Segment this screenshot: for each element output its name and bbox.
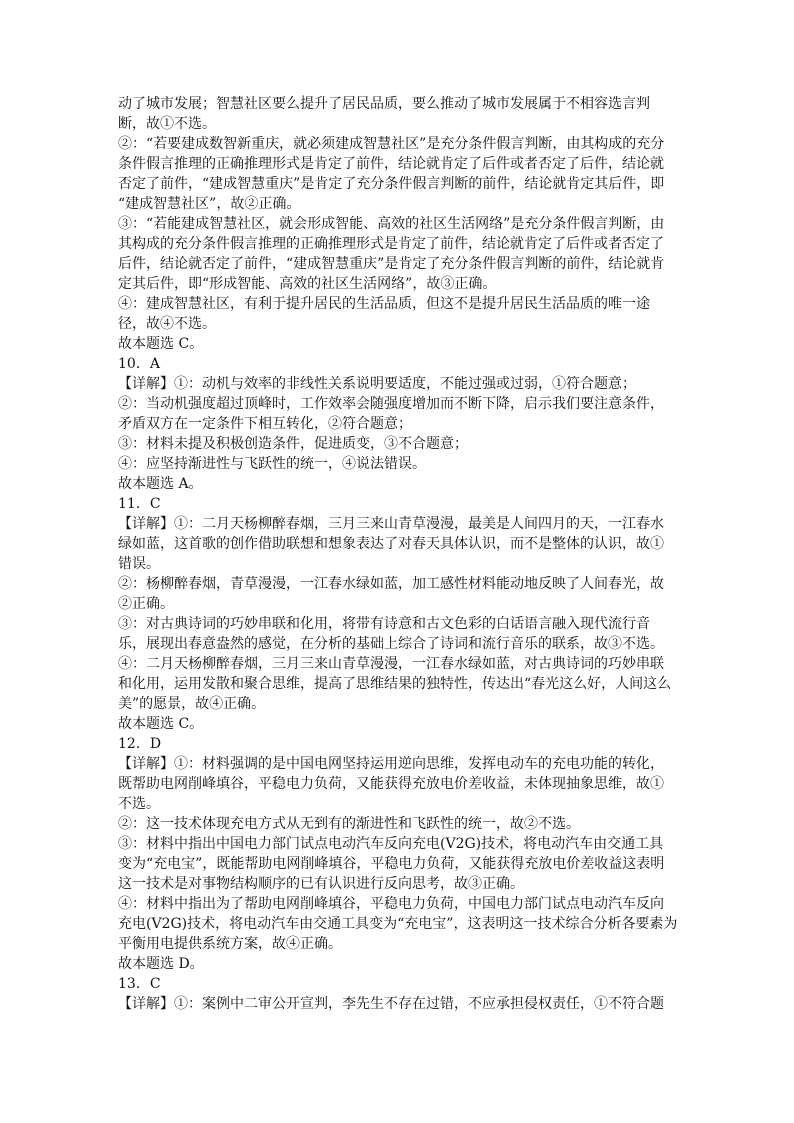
text-line: 变为“充电宝”，既能帮助电网削峰填谷，平稳电力负荷，又能获得充放电价差收益这表明 <box>118 856 665 872</box>
text-line: ②：杨柳醉春烟，青草漫漫，一江春水绿如蓝，加工感性材料能动地反映了人间春光，故 <box>118 576 664 592</box>
text-line: 既帮助电网削峰填谷，平稳电力负荷，又能获得充放电价差收益，未体现抽象思维，故① <box>118 776 664 792</box>
text-line: 故本题选 A。 <box>118 476 203 492</box>
text-line: ②：当动机强度超过顶峰时，工作效率会随强度增加而不断下降，启示我们要注意条件， <box>118 396 664 412</box>
text-line: 12．D <box>118 736 162 752</box>
text-line: ④：材料中指出为了帮助电网削峰填谷，平稳电力负荷，中国电力部门试点电动汽车反向 <box>118 896 664 912</box>
text-line: ④：建成智慧社区，有利于提升居民的生活品质，但这不是提升居民生活品质的唯一途 <box>118 296 650 312</box>
text-line: ③：对古典诗词的巧妙串联和化用，将带有诗意和古文色彩的白话语言融入现代流行音 <box>118 616 650 632</box>
text-line: ③：“若能建成智慧社区，就会形成智能、高效的社区生活网络”是充分条件假言判断，由 <box>118 216 665 232</box>
text-line: 定其后件，即“形成智能、高效的社区生活网络”，故③正确。 <box>118 276 497 292</box>
text-line: 错误。 <box>118 556 160 572</box>
text-line: 径，故④不选。 <box>118 316 216 332</box>
text-line: ②：“若要建成数智新重庆，就必须建成智慧社区”是充分条件假言判断，由其构成的充分 <box>118 136 665 152</box>
text-line: ③：材料中指出中国电力部门试点电动汽车反向充电(V2G)技术，将电动汽车由交通工具 <box>118 836 664 852</box>
text-line: ②正确。 <box>118 596 174 612</box>
text-line: 绿如蓝，这首歌的创作借助联想和想象表达了对春天具体认识，而不是整体的认识，故① <box>118 536 664 552</box>
text-line: ③：材料未提及积极创造条件，促进质变，③不合题意； <box>118 436 468 452</box>
text-line: 10．A <box>118 356 160 372</box>
text-line: 13．C <box>118 976 161 992</box>
text-line: ④：应坚持渐进性与飞跃性的统一，④说法错误。 <box>118 456 426 472</box>
text-line: 这一技术是对事物结构顺序的已有认识进行反向思考，故③正确。 <box>118 876 524 892</box>
text-line: 后件，结论就否定了前件，“建成智慧重庆”是肯定了充分条件假言判断的前件，结论就肯 <box>118 256 665 272</box>
text-line: 断，故①不选。 <box>118 116 216 132</box>
text-line: 平衡用电提供系统方案，故④正确。 <box>118 936 342 952</box>
text-line: 其构成的充分条件假言推理的正确推理形式是肯定了前件，结论就肯定了后件或者否定了 <box>118 236 664 252</box>
text-line: ④：二月天杨柳醉春烟，三月三来山青草漫漫，一江春水绿如蓝，对古典诗词的巧妙串联 <box>118 656 664 672</box>
text-line: 不选。 <box>118 796 160 812</box>
document-body <box>118 94 678 1014</box>
text-line: 和化用，运用发散和聚合思维，提高了思维结果的独特性，传达出“春光这么好，人间这么 <box>118 676 672 692</box>
text-line: 故本题选 D。 <box>118 956 204 972</box>
text-line: 【详解】①：动机与效率的非线性关系说明要适度，不能过强或过弱，①符合题意； <box>118 376 636 392</box>
text-line: ②：这一技术体现充电方式从无到有的渐进性和飞跃性的统一，故②不选。 <box>118 816 580 832</box>
text-line: “建成智慧社区”，故②正确。 <box>118 196 301 212</box>
text-line: 矛盾双方在一定条件下相互转化，②符合题意； <box>118 416 412 432</box>
text-line: 故本题选 C。 <box>118 716 204 732</box>
text-line: 【详解】①：材料强调的是中国电网坚持运用逆向思维，发挥电动车的充电功能的转化， <box>118 756 664 772</box>
text-line: 条件假言推理的正确推理形式是肯定了前件，结论就肯定了后件或者否定了后件，结论就 <box>118 156 664 172</box>
text-line: 否定了前件，“建成智慧重庆”是肯定了充分条件假言判断的前件，结论就肯定其后件，即 <box>118 176 665 192</box>
text-line: 充电(V2G)技术，将电动汽车由交通工具变为“充电宝”，这表明这一技术综合分析各要素为 <box>118 916 678 932</box>
text-line: 【详解】①：二月天杨柳醉春烟，三月三来山青草漫漫，最美是人间四月的天，一江春水 <box>118 516 664 532</box>
text-line: 乐，展现出春意盎然的感觉，在分析的基础上综合了诗词和流行音乐的联系，故③不选。 <box>118 636 664 652</box>
text-line: 动了城市发展；智慧社区要么提升了居民品质，要么推动了城市发展属于不相容选言判 <box>118 96 650 112</box>
text-line: 【详解】①：案例中二审公开宣判，李先生不存在过错，不应承担侵权责任，①不符合题 <box>118 996 664 1012</box>
text-line: 11．C <box>118 496 161 512</box>
text-line: 故本题选 C。 <box>118 336 204 352</box>
text-line: 美”的愿景，故④正确。 <box>118 696 266 712</box>
